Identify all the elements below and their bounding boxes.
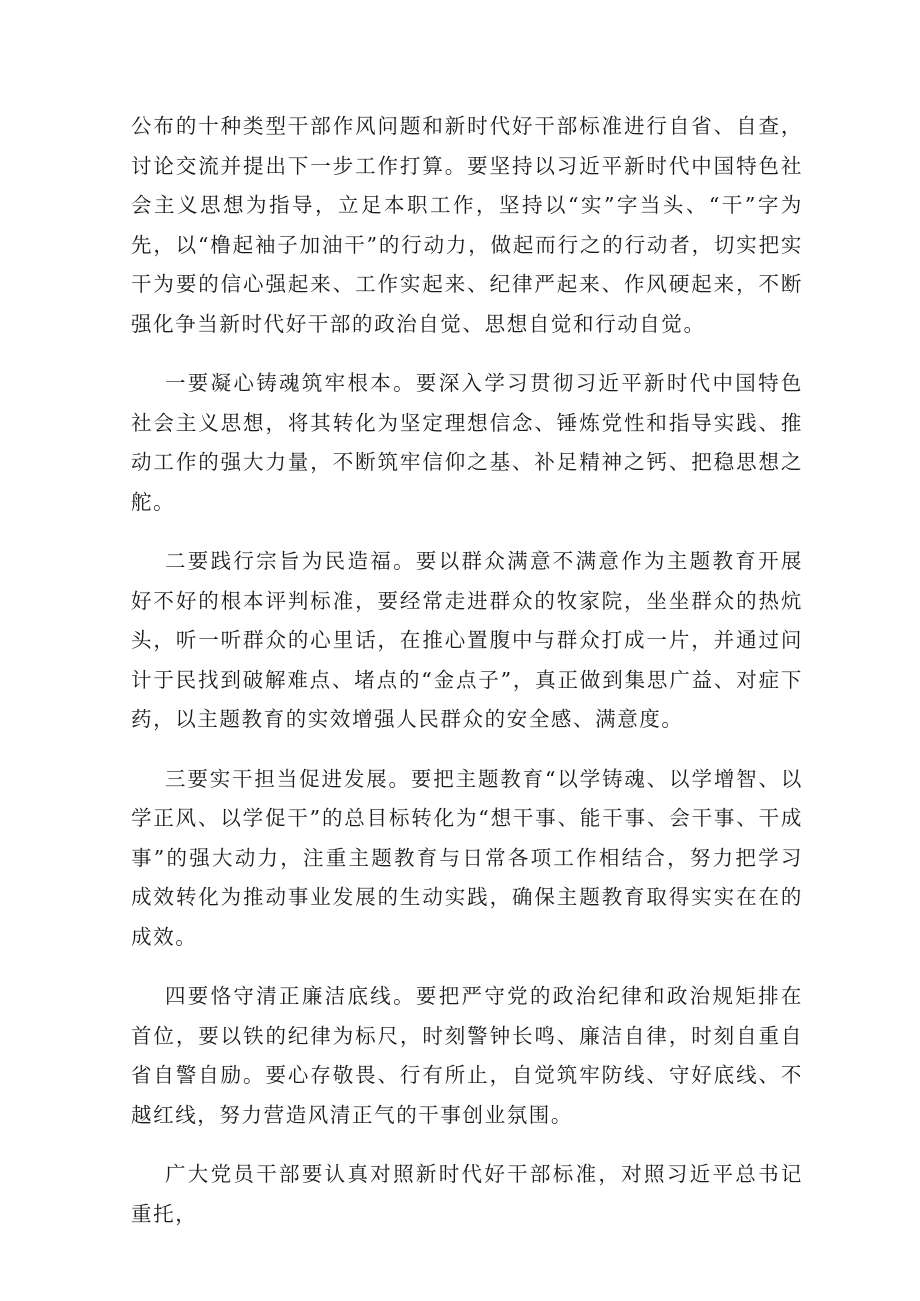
paragraph-intro: 公布的十种类型干部作风问题和新时代好干部标准进行自省、自查，讨论交流并提出下一步工作打算。要坚持以习近平新时代中国特色社会主义思想为指导，立足本职工作，坚持以“实”字当头、“干”字为先，以“橹起袖子加油干”的行动力，做起而行之的行动者，切实把实干为要的信心强起来、工作实起来、纪律严起来、作风硬起来，不断强化争当新时代好干部的政治自觉、思想自觉和行动自觉。 (131, 114, 803, 336)
paragraph-point-three: 三要实干担当促进发展。要把主题教育“以学铸魂、以学增智、以学正风、以学促干”的总目标转化为“想干事、能干事、会干事、干成事”的强大动力，注重主题教育与日常各项工作相结合，努力把学习成效转化为推动事业发展的生动实践，确保主题教育取得实实在在的成效。 (131, 766, 803, 949)
paragraph-point-one: 一要凝心铸魂筑牢根本。要深入学习贯彻习近平新时代中国特色社会主义思想，将其转化为坚定理想信念、锤炼党性和指导实践、推动工作的强大力量，不断筑牢信仰之基、补足精神之钙、把稳思想之舵。 (131, 371, 803, 514)
document-body (131, 107, 803, 1254)
paragraph-point-two: 二要践行宗旨为民造福。要以群众满意不满意作为主题教育开展好不好的根本评判标准，要经常走进群众的牧家院，坐坐群众的热炕头，听一听群众的心里话，在推心置腹中与群众打成一片，并通过问计于民找到破解难点、堵点的“金点子”，真正做到集思广益、对症下药，以主题教育的实效增强人民群众的安全感、满意度。 (131, 549, 803, 731)
paragraph-closing: 广大党员干部要认真对照新时代好干部标准，对照习近平总书记重托， (131, 1162, 803, 1226)
paragraph-point-four: 四要恪守清正廉洁底线。要把严守党的政治纪律和政治规矩排在首位，要以铁的纪律为标尺，时刻警钟长鸣、廉洁自律，时刻自重自省自警自励。要心存敬畏、行有所止，自觉筑牢防线、守好底线、不越红线，努力营造风清正气的干事创业氛围。 (131, 984, 803, 1127)
